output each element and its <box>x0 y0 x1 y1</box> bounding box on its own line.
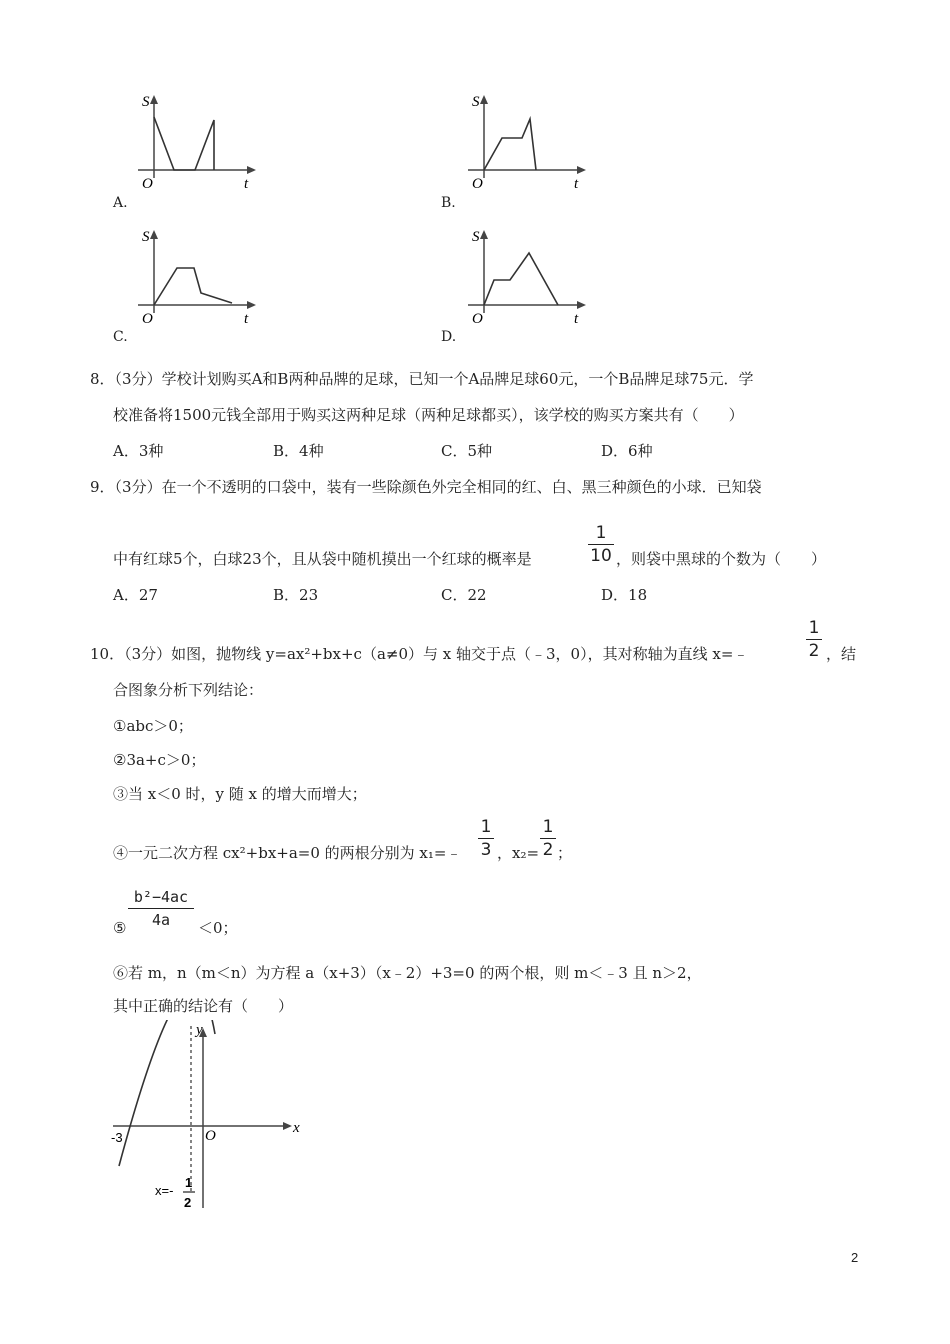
origin-label: O <box>472 176 483 190</box>
s-t-curve <box>154 117 214 170</box>
q7-graph-b <box>440 90 600 190</box>
fraction-numerator: 1 <box>595 523 607 543</box>
s-t-curve <box>484 119 536 170</box>
fraction-denominator: 4a <box>151 911 171 929</box>
symmetry-axis-label: x=- <box>155 1183 174 1198</box>
q9-option-d: D．18 <box>601 586 648 604</box>
q10-conclusion-4-b: ，x₂= <box>497 844 540 862</box>
origin-label: O <box>205 1128 216 1144</box>
q7-option-b-label: B. <box>441 195 456 211</box>
q10-question-ask: 其中正确的结论有（ ） <box>113 997 294 1015</box>
q10-stem-line2: 合图象分析下列结论： <box>113 681 264 699</box>
q7-graph-a <box>110 90 270 190</box>
q8-option-b: B．4种 <box>273 442 324 460</box>
origin-label: O <box>142 176 153 190</box>
origin-label: O <box>472 311 483 325</box>
q8-stem-line2: 校准备将1500元钱全部用于购买这两种足球（两种足球都买），该学校的购买方案共有（ ） <box>113 406 744 424</box>
q10-root1-fraction <box>478 817 494 860</box>
q9-stem-line2-a: 中有红球5个，白球23个，且从袋中随机摸出一个红球的概率是 <box>113 550 532 568</box>
s-t-curve <box>484 253 558 305</box>
page-number: 2 <box>851 1250 859 1265</box>
fraction-numerator: 1 <box>542 817 554 837</box>
t-label: t <box>244 176 249 190</box>
q10-stem-line1-b: ，结 <box>826 645 857 663</box>
q8-stem-line1: 8．（3分）学校计划购买A和B两种品牌的足球，已知一个A品牌足球60元，一个B品牌足球75元．学 <box>90 370 754 388</box>
q8-option-a: A．3种 <box>113 442 164 460</box>
parabola-curve <box>119 1020 215 1166</box>
q9-probability-fraction <box>588 523 614 566</box>
q10-conclusion-1: ①abc＞0； <box>113 717 193 735</box>
q10-axis-fraction <box>806 618 822 661</box>
q9-stem-line1: 9．（3分）在一个不透明的口袋中，装有一些除颜色外完全相同的红、白、黑三种颜色的小球．已知袋 <box>90 478 762 496</box>
q7-graph-c <box>110 225 270 325</box>
s-label: S <box>472 94 480 110</box>
q10-conclusion-5-marker: ⑤ <box>113 919 127 937</box>
q10-conclusion-5-tail: ＜0； <box>198 919 238 937</box>
fraction-denominator: 2 <box>542 840 554 860</box>
q10-conclusion-2: ②3a+c＞0； <box>113 751 206 769</box>
axis-fraction-numerator: 1 <box>185 1175 193 1190</box>
q10-conclusion-3: ③当 x＜0 时，y 随 x 的增大而增大； <box>113 785 367 803</box>
fraction-denominator: 2 <box>808 641 820 661</box>
q9-option-a: A．27 <box>113 586 158 604</box>
y-axis-label: y <box>196 1022 203 1038</box>
q10-conclusion-6: ⑥若 m，n（m＜n）为方程 a（x+3）（x﹣2）+3=0 的两个根，则 m＜﹣3 且 n＞2， <box>113 964 702 982</box>
fraction-numerator: 1 <box>808 618 820 638</box>
q7-option-d-label: D. <box>441 329 457 345</box>
fraction-numerator: 1 <box>480 817 492 837</box>
t-label: t <box>574 311 579 325</box>
q10-conclusion-4-a: ④一元二次方程 cx²+bx+a=0 的两根分别为 x₁=﹣ <box>113 844 462 862</box>
fraction-denominator: 10 <box>590 546 612 566</box>
q9-option-b: B．23 <box>273 586 319 604</box>
q10-parabola-graph <box>105 1020 315 1215</box>
s-label: S <box>142 94 150 110</box>
q10-conclusion-4-c: ； <box>557 844 573 862</box>
q10-root2-fraction <box>540 817 556 860</box>
t-label: t <box>244 311 249 325</box>
q8-option-c: C．5种 <box>441 442 493 460</box>
q7-graph-d <box>440 225 600 325</box>
q9-option-c: C．22 <box>441 586 487 604</box>
s-t-curve <box>154 268 232 305</box>
fraction-numerator: b²−4ac <box>133 888 189 906</box>
s-label: S <box>142 229 150 245</box>
fraction-denominator: 3 <box>480 840 492 860</box>
x-axis-label: x <box>293 1120 300 1136</box>
root-label: -3 <box>111 1130 123 1145</box>
origin-label: O <box>142 311 153 325</box>
q8-option-d: D．6种 <box>601 442 653 460</box>
q7-option-c-label: C. <box>113 329 128 345</box>
t-label: t <box>574 176 579 190</box>
axis-fraction-denominator: 2 <box>184 1195 192 1210</box>
q10-conclusion-5-fraction <box>128 887 194 930</box>
q10-stem-line1-a: 10．（3分）如图，抛物线 y=ax²+bx+c（a≠0）与 x 轴交于点（﹣3，0），其对称轴为直线 x=﹣ <box>90 645 749 663</box>
q7-option-a-label: A. <box>113 195 128 211</box>
s-label: S <box>472 229 480 245</box>
q9-stem-line2-b: ，则袋中黑球的个数为（ ） <box>616 550 827 568</box>
